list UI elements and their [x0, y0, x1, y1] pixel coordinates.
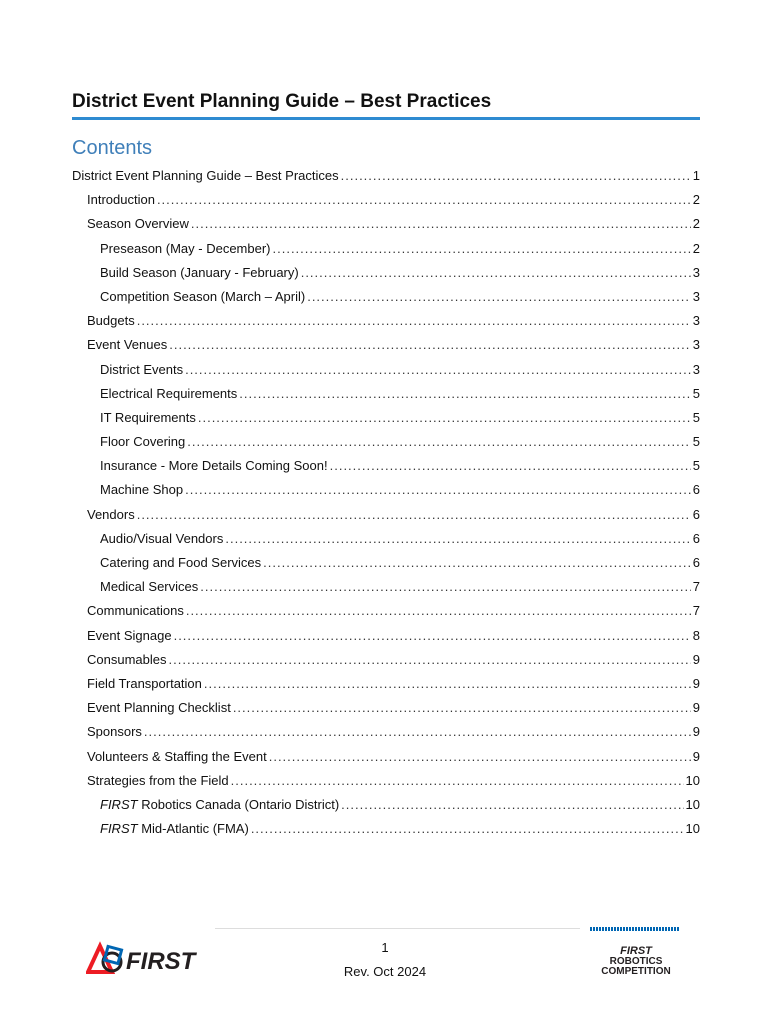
toc-dot-leader	[301, 265, 691, 280]
footer-divider	[215, 928, 580, 929]
toc-entry-title: Electrical Requirements	[100, 385, 238, 401]
toc-entry-title: Floor Covering	[100, 434, 186, 450]
toc-dot-leader	[239, 386, 690, 401]
toc-entry-text: Robotics Canada (Ontario District)	[141, 796, 340, 812]
toc-dot-leader	[233, 700, 691, 715]
toc-entry[interactable]	[72, 507, 700, 531]
toc-dot-leader	[185, 482, 691, 497]
toc-entry[interactable]	[72, 603, 700, 627]
toc-page-number: 10	[685, 772, 700, 788]
toc-entry-title: Field Transportation	[87, 675, 202, 691]
toc-page-number: 3	[692, 361, 700, 377]
toc-page-number: 6	[692, 506, 700, 522]
frc-logo-line-2: ROBOTICS	[609, 956, 663, 967]
contents-heading: Contents	[72, 137, 153, 159]
toc-page-number: 7	[692, 579, 700, 595]
toc-dot-leader	[169, 652, 691, 667]
toc-entry-title: Competition Season (March – April)	[100, 288, 306, 304]
toc-entry-title: Budgets	[87, 313, 135, 329]
toc-entry[interactable]	[72, 652, 700, 676]
toc-entry[interactable]	[72, 241, 700, 265]
toc-entry-italic-prefix: FIRST	[100, 821, 138, 837]
toc-entry[interactable]	[72, 168, 700, 192]
toc-entry-text: Mid-Atlantic (FMA)	[141, 821, 249, 837]
toc-page-number: 10	[685, 821, 700, 837]
toc-dot-leader	[137, 507, 691, 522]
toc-page-number: 6	[692, 555, 700, 570]
toc-entry[interactable]	[72, 797, 700, 821]
toc-entry[interactable]	[72, 458, 700, 482]
toc-entry-title: District Events	[100, 361, 184, 377]
toc-dot-leader	[341, 168, 691, 183]
toc-dot-leader	[200, 579, 691, 594]
revision-date: Rev. Oct 2024	[343, 964, 427, 979]
toc-entry[interactable]	[72, 700, 700, 724]
toc-page-number: 6	[692, 530, 700, 546]
toc-entry-title	[100, 821, 249, 836]
toc-dot-leader	[307, 289, 691, 304]
toc-dot-leader	[186, 603, 691, 618]
toc-page-number: 2	[692, 240, 700, 256]
toc-entry-title: Communications	[87, 603, 184, 619]
toc-dot-leader	[341, 797, 683, 812]
toc-dot-leader	[144, 724, 691, 739]
toc-entry[interactable]	[72, 773, 700, 797]
toc-entry-title: IT Requirements	[100, 409, 196, 425]
toc-entry-title: Sponsors	[87, 724, 142, 740]
page-number: 1	[381, 940, 389, 955]
toc-entry-title: Catering and Food Services	[100, 555, 262, 570]
document-title: District Event Planning Guide – Best Practices	[72, 91, 700, 120]
toc-dot-leader	[169, 337, 691, 352]
toc-page-number: 10	[685, 796, 700, 812]
toc-entry[interactable]	[72, 482, 700, 506]
toc-entry[interactable]	[72, 724, 700, 748]
toc-entry-title: Event Planning Checklist	[87, 700, 231, 716]
toc-entry-title: Event Venues	[87, 337, 168, 353]
toc-entry[interactable]	[72, 410, 700, 434]
toc-dot-leader	[273, 241, 691, 256]
toc-dot-leader	[269, 749, 691, 764]
toc-entry-title: Introduction	[87, 192, 155, 208]
toc-dot-leader	[157, 192, 691, 207]
toc-entry[interactable]	[72, 579, 700, 603]
toc-entry-title: Season Overview	[87, 216, 189, 232]
toc-dot-leader	[204, 676, 691, 691]
toc-dot-leader	[187, 434, 691, 449]
toc-entry[interactable]	[72, 337, 700, 361]
toc-entry-title: Machine Shop	[100, 482, 184, 498]
toc-dot-leader	[251, 821, 684, 836]
toc-page-number: 6	[692, 482, 700, 498]
toc-entry-title: Vendors	[87, 506, 135, 522]
toc-entry-title	[100, 797, 339, 812]
toc-entry[interactable]	[72, 531, 700, 555]
toc-entry[interactable]	[72, 386, 700, 410]
toc-entry-title: Consumables	[87, 651, 167, 667]
toc-page-number: 5	[692, 458, 700, 474]
frc-logo-icon	[588, 925, 684, 981]
toc-entry-title: Event Signage	[87, 627, 172, 643]
toc-entry[interactable]	[72, 676, 700, 700]
toc-page-number: 2	[692, 192, 700, 208]
frc-logo-line-1: FIRST	[620, 945, 652, 957]
toc-entry-title: District Event Planning Guide – Best Practices	[72, 168, 339, 183]
toc-page-number: 9	[692, 700, 700, 716]
toc-entry-title: Medical Services	[100, 579, 199, 595]
toc-entry[interactable]	[72, 313, 700, 337]
toc-page-number: 5	[692, 385, 700, 401]
toc-dot-leader	[174, 628, 691, 643]
toc-page-number: 5	[692, 434, 700, 450]
toc-dot-leader	[263, 555, 691, 570]
toc-page-number: 7	[692, 603, 700, 619]
toc-entry-title: Volunteers & Staffing the Event	[87, 748, 267, 764]
toc-dot-leader	[231, 773, 684, 788]
toc-entry[interactable]	[72, 628, 700, 652]
toc-entry[interactable]	[72, 555, 700, 579]
toc-page-number: 3	[692, 264, 700, 280]
toc-entry-title: Strategies from the Field	[87, 772, 229, 788]
toc-entry[interactable]	[72, 749, 700, 773]
toc-dot-leader	[198, 410, 691, 425]
toc-entry-title: Build Season (January - February)	[100, 264, 299, 280]
toc-entry[interactable]	[72, 434, 700, 458]
toc-dot-leader	[330, 458, 691, 473]
toc-entry-italic-prefix: FIRST	[100, 796, 138, 812]
toc-entry-title: Preseason (May - December)	[100, 240, 271, 256]
toc-entry-title: Audio/Visual Vendors	[100, 530, 224, 546]
toc-page-number: 3	[692, 288, 700, 304]
toc-entry-title: Insurance - More Details Coming Soon!	[100, 458, 328, 474]
frc-logo-line-3: COMPETITION	[601, 966, 671, 977]
toc-dot-leader	[191, 216, 691, 231]
toc-page-number: 8	[692, 627, 700, 643]
toc-dot-leader	[185, 362, 691, 377]
toc-entry[interactable]	[72, 265, 700, 289]
table-of-contents	[72, 168, 700, 845]
toc-entry[interactable]	[72, 362, 700, 386]
toc-page-number: 3	[692, 337, 700, 353]
toc-entry[interactable]	[72, 216, 700, 240]
toc-page-number: 9	[692, 748, 700, 764]
toc-page-number: 5	[692, 409, 700, 425]
toc-entry[interactable]	[72, 821, 700, 845]
toc-dot-leader	[225, 531, 690, 546]
first-logo-text: FIRST	[126, 948, 196, 975]
toc-page-number: 3	[692, 313, 700, 329]
toc-page-number: 2	[692, 216, 700, 232]
toc-entry[interactable]	[72, 289, 700, 313]
toc-page-number: 1	[692, 168, 700, 183]
toc-dot-leader	[137, 313, 691, 328]
toc-page-number: 9	[692, 724, 700, 740]
toc-page-number: 9	[692, 651, 700, 667]
toc-page-number: 9	[692, 675, 700, 691]
toc-entry[interactable]	[72, 192, 700, 216]
